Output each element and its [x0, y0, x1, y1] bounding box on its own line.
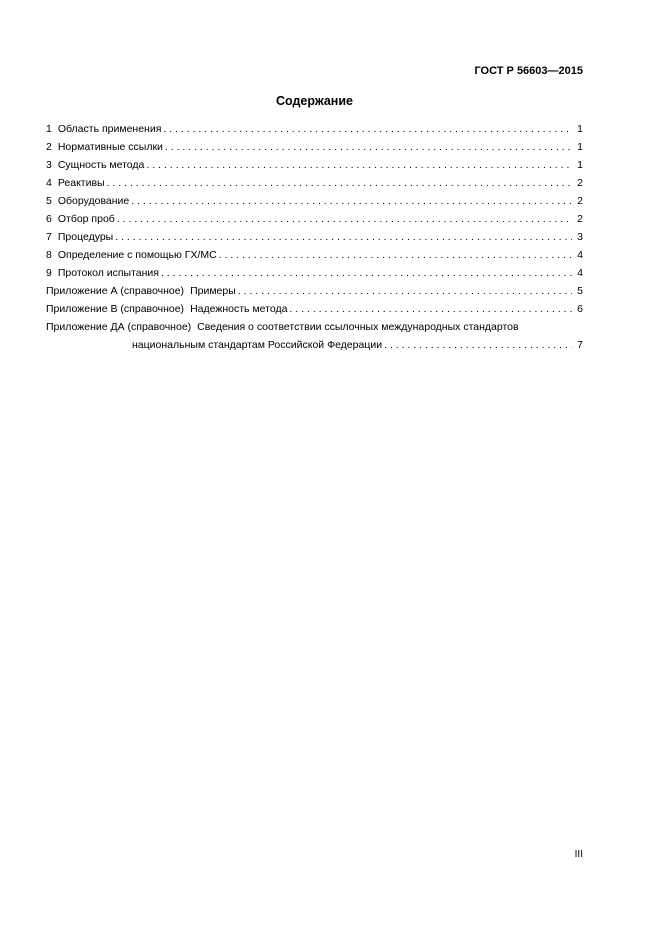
toc-appendix-a[interactable]	[46, 282, 583, 300]
toc-entry-page: 2	[577, 195, 583, 207]
toc-appendix-text-continuation: национальным стандартам Российской Федерации	[132, 339, 383, 351]
toc-leader-dots	[115, 228, 572, 246]
toc-entry-page: 5	[577, 285, 583, 297]
toc-entry-page: 2	[577, 177, 583, 189]
toc-entry-number: 9	[46, 267, 52, 279]
document-code: ГОСТ Р 56603—2015	[474, 65, 583, 77]
toc-entry-number: 1	[46, 123, 52, 135]
toc-entry-page: 1	[577, 141, 583, 153]
toc-entry-text: Отбор проб	[57, 213, 115, 225]
toc-entry-9[interactable]	[46, 264, 583, 282]
toc-leader-dots	[146, 156, 572, 174]
toc-leader-dots	[163, 120, 572, 138]
toc-entry-page: 1	[577, 123, 583, 135]
table-of-contents	[46, 120, 583, 354]
toc-entry-number: 3	[46, 159, 52, 171]
toc-leader-dots	[384, 336, 572, 354]
toc-entry-1[interactable]	[46, 120, 583, 138]
toc-entry-page: 4	[577, 249, 583, 261]
toc-leader-dots	[238, 282, 572, 300]
toc-entry-number: 2	[46, 141, 52, 153]
toc-entry-number: 8	[46, 249, 52, 261]
toc-appendix-da[interactable]	[46, 318, 583, 336]
toc-entry-8[interactable]	[46, 246, 583, 264]
toc-appendix-prefix: Приложение В (справочное)	[46, 303, 185, 315]
toc-leader-dots	[219, 246, 572, 264]
toc-entry-text: Оборудование	[57, 195, 130, 207]
toc-appendix-text: Надежность метода	[190, 303, 288, 315]
toc-entry-text: Определение с помощью ГХ/МС	[57, 249, 217, 261]
toc-entry-number: 7	[46, 231, 52, 243]
toc-appendix-da-continuation[interactable]	[46, 336, 583, 354]
toc-leader-dots	[107, 174, 572, 192]
toc-entry-number: 4	[46, 177, 52, 189]
toc-entry-number: 5	[46, 195, 52, 207]
toc-leader-dots	[117, 210, 572, 228]
toc-entry-number: 6	[46, 213, 52, 225]
toc-entry-text: Нормативные ссылки	[57, 141, 163, 153]
toc-appendix-b[interactable]	[46, 300, 583, 318]
toc-entry-2[interactable]	[46, 138, 583, 156]
toc-leader-dots	[165, 138, 572, 156]
page-number: III	[574, 849, 583, 860]
toc-entry-3[interactable]	[46, 156, 583, 174]
toc-appendix-text: Примеры	[190, 285, 236, 297]
toc-entry-text: Реактивы	[57, 177, 105, 189]
toc-entry-5[interactable]	[46, 192, 583, 210]
toc-leader-dots	[289, 300, 572, 318]
toc-leader-dots	[161, 264, 572, 282]
toc-entry-page: 2	[577, 213, 583, 225]
toc-entry-4[interactable]	[46, 174, 583, 192]
toc-entry-text: Сущность метода	[57, 159, 145, 171]
toc-entry-text: Протокол испытания	[57, 267, 159, 279]
toc-entry-page: 3	[577, 231, 583, 243]
toc-entry-7[interactable]	[46, 228, 583, 246]
toc-appendix-prefix: Приложение ДА (справочное)	[46, 321, 192, 333]
toc-entry-text: Процедуры	[57, 231, 114, 243]
toc-entry-page: 4	[577, 267, 583, 279]
toc-leader-dots	[131, 192, 572, 210]
toc-entry-page: 7	[577, 339, 583, 351]
toc-entry-text: Область применения	[57, 123, 162, 135]
toc-entry-page: 6	[577, 303, 583, 315]
toc-title: Содержание	[275, 94, 353, 108]
toc-appendix-prefix: Приложение А (справочное)	[46, 285, 185, 297]
toc-appendix-text: Сведения о соответствии ссылочных международных стандартов	[197, 321, 519, 333]
toc-entry-page: 1	[577, 159, 583, 171]
toc-entry-6[interactable]	[46, 210, 583, 228]
